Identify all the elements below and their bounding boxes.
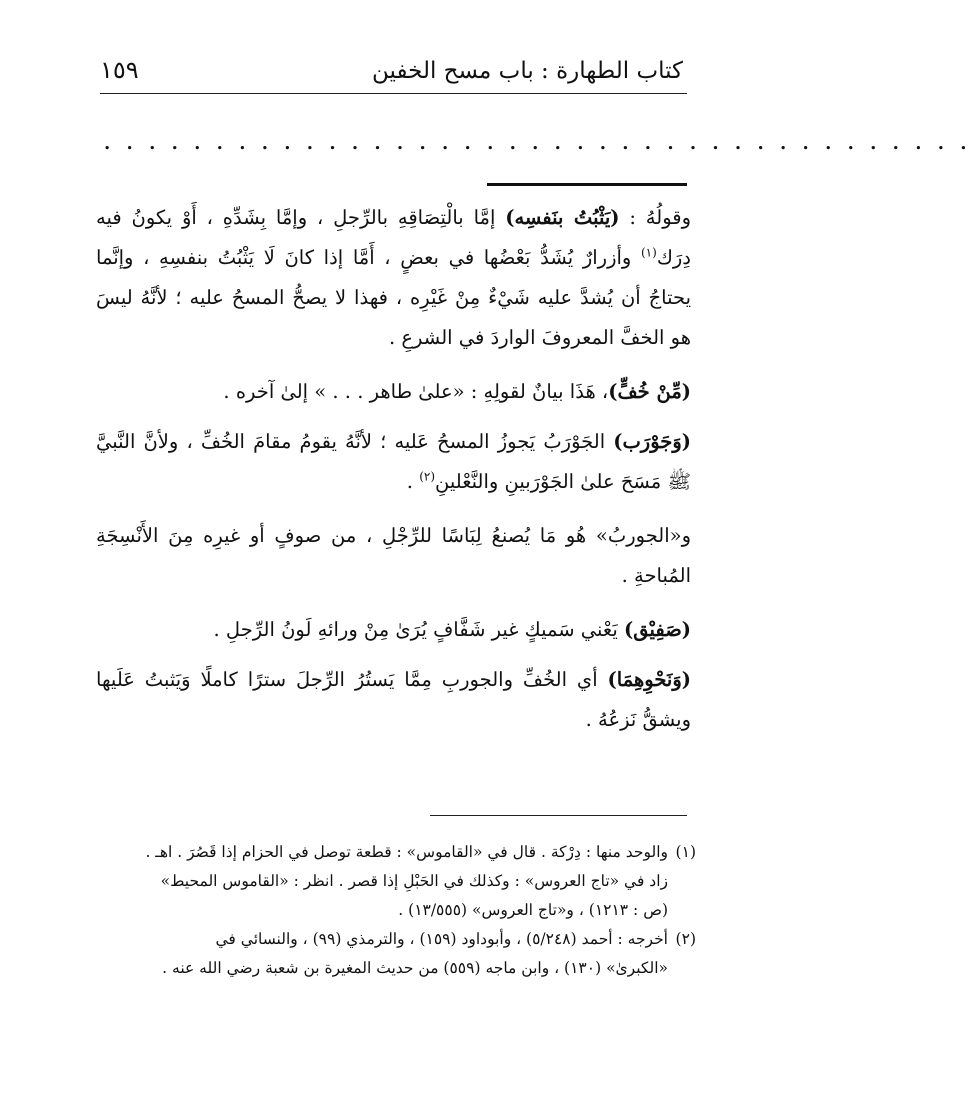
paragraph-1-text-a: إمَّا بالْتِصَاقِهِ بالرِّجلِ ، وإمَّا بِشَدِّهِ ، أَوْ يكونُ فيه دِرَك xyxy=(96,206,691,269)
footnote-separator xyxy=(430,815,687,816)
matn-keyword: (وَنَحْوِهِمَا) xyxy=(607,668,691,691)
paragraph-6-text: أي الخُفِّ والجوربِ مِمَّا يَستُرُ الرِّجلَ سترًا كاملًا وَيَثبتُ عَلَيها ويشقُّ نَزعُهُ . xyxy=(96,668,691,731)
footnote-1-line-3: (ص : ١٢١٣) ، و«تاج العروس» (١٣/٥٥٥) . xyxy=(398,901,668,919)
paragraph-5 xyxy=(96,610,691,650)
running-header-title: كتاب الطهارة : باب مسح الخفين xyxy=(372,58,683,84)
footnote-1-line-2: زاد في «تاج العروس» : وكذلك في الحَبْلِ إذا قصر . انظر : «القاموس المحيط» xyxy=(160,872,668,890)
paragraph-3-text-a: الجَوْرَبُ يَجوزُ المسحُ عَليه ؛ لأنَّهُ يقومُ مقامَ الخُفِّ ، ولأنَّ النَّبيَّ ﷺ مَسَحَ علىٰ الجَوْرَبينِ والنَّعْلينِ xyxy=(96,430,691,493)
paragraph-1-text-b: وأزرارٌ يُشَدُّ بَعْضُها في بعضٍ ، أَمَّا إذا كانَ لَا يَثْبُتُ بنفسِهِ ، وإنَّما يحتاجُ أن يُشدَّ عليه شَيْءٌ مِنْ غَيْرِه ، فهذا لا يصحُّ المسحُ عليه ؛ لأنَّهُ ليسَ هو الخفَّ المعروفَ الواردَ في الشرعِ . xyxy=(96,246,691,349)
footnote-ref-1[interactable]: (١) xyxy=(640,245,657,260)
footnote-1-number: (١) xyxy=(675,843,696,861)
footnote-2-line-1 xyxy=(96,925,696,954)
paragraph-4-text: و«الجوربُ» هُو مَا يُصنعُ لِبَاسًا للرِّجْلِ ، من صوفٍ أو غيرِه مِنَ الأَنْسِجَةِ المُباحةِ . xyxy=(96,524,691,587)
footnotes xyxy=(96,838,696,983)
matn-keyword: (صَفِيْق) xyxy=(623,618,691,641)
footnote-2-line-2: «الكبرىٰ» (١٣٠) ، وابن ماجه (٥٥٩) من حديث المغيرة بن شعبة رضي الله عنه . xyxy=(162,959,668,977)
paragraph-1-lead: وقولُهُ : xyxy=(619,206,692,229)
footnote-1-line-1 xyxy=(96,838,696,867)
paragraph-3 xyxy=(96,422,691,502)
paragraph-6 xyxy=(96,660,691,740)
section-rule xyxy=(487,183,687,186)
header-divider xyxy=(100,93,687,94)
main-text xyxy=(96,198,691,754)
paragraph-4 xyxy=(96,516,691,596)
footnote-2-number: (٢) xyxy=(675,930,696,948)
matn-keyword: (يَثْبُتُ بنَفسِه) xyxy=(505,206,620,229)
page-number: ١٥٩ xyxy=(100,56,139,84)
elided-text-dots: . . . . . . . . . . . . . . . . . . . . . . . . . . . . . . . . . . . . . . . xyxy=(104,133,972,154)
paragraph-1 xyxy=(96,198,691,358)
matn-keyword: (مِّنْ خُفٍّ) xyxy=(608,380,691,403)
paragraph-3-text-b: . xyxy=(406,470,420,493)
footnote-2-text: أخرجه : أحمد (٥/٢٤٨) ، وأبوداود (١٥٩) ، والترمذي (٩٩) ، والنسائي في xyxy=(215,930,668,948)
paragraph-5-text: يَعْني سَميكٍ غير شَفَّافٍ يُرَىٰ مِنْ ورائهِ لَونُ الرِّجلِ . xyxy=(213,618,624,641)
paragraph-2 xyxy=(96,372,691,412)
footnote-1-text: والوحد منها : دِرْكة . قال في «القاموس» : قطعة توصل في الحزام إذا قَصُرَ . اهـ . xyxy=(145,843,668,861)
paragraph-2-text: ، هَذَا بيانٌ لقولِهِ : «علىٰ طاهر . . . » إلىٰ آخره . xyxy=(223,380,609,403)
footnote-ref-2[interactable]: (٢) xyxy=(419,469,436,484)
matn-keyword: (وَجَوْرَب) xyxy=(613,430,691,453)
